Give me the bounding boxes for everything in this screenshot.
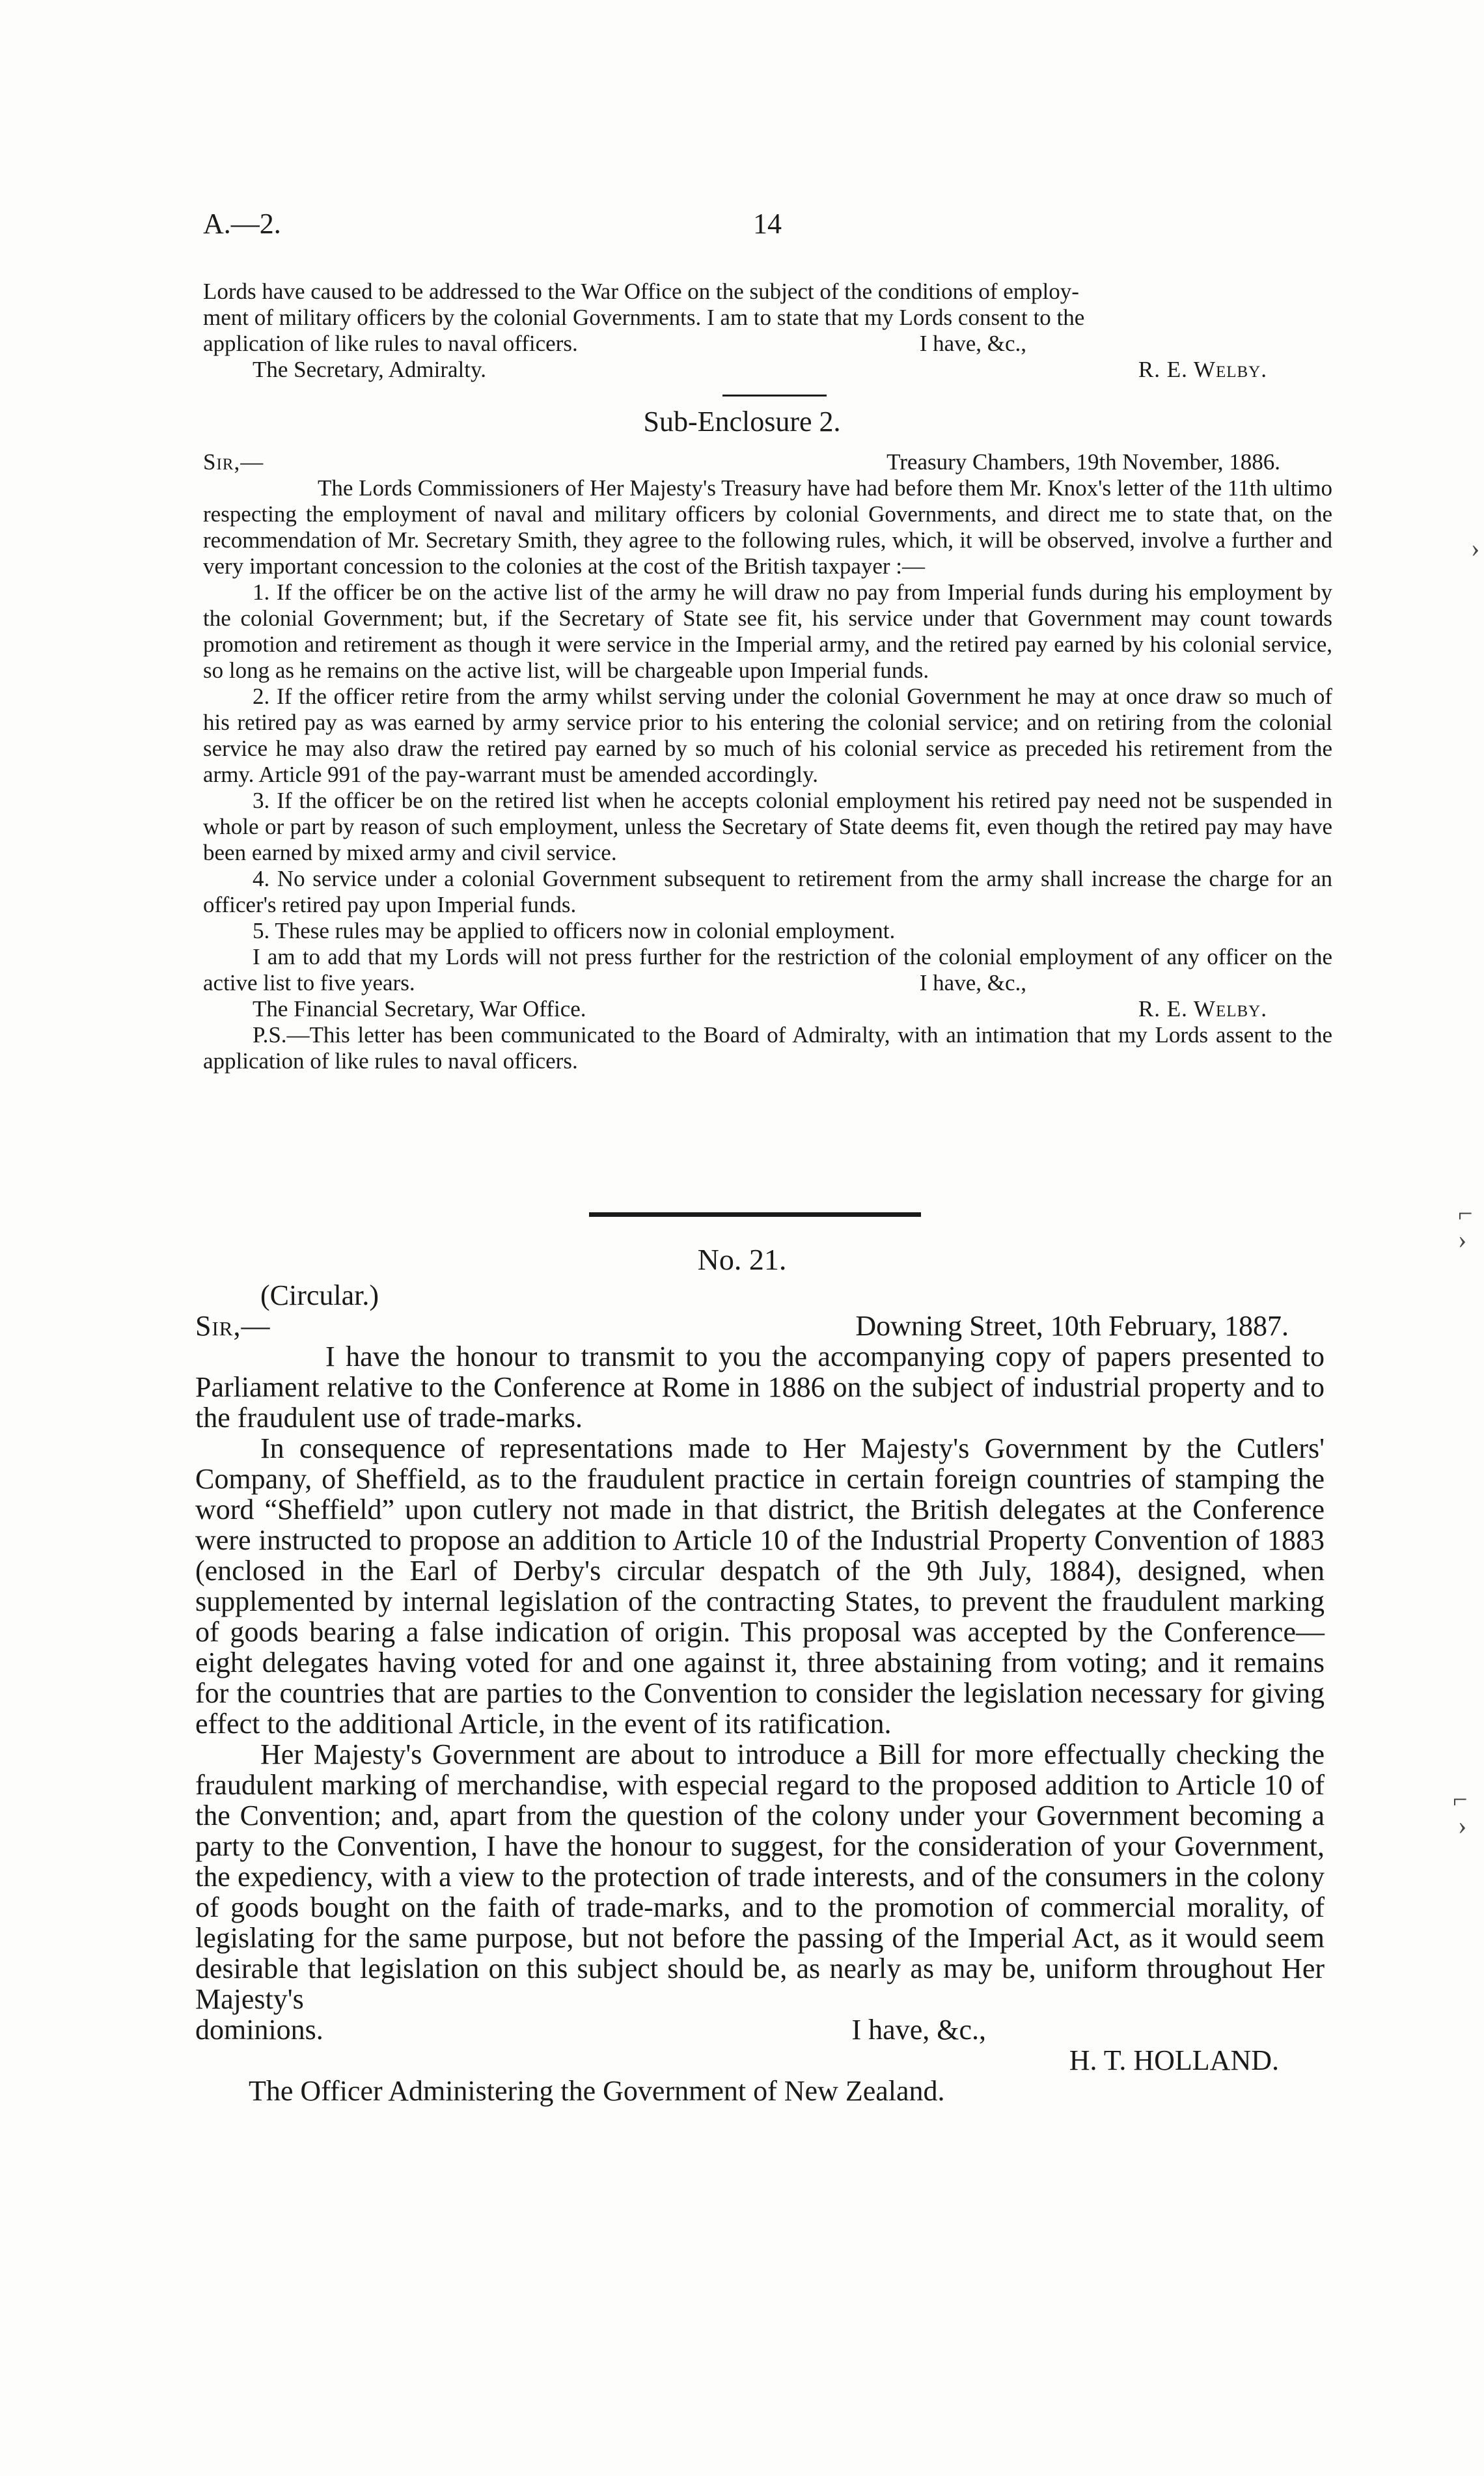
top-text-line: ment of military officers by the colonial Governments. I am to state that my Lords consent to the (203, 305, 1085, 330)
margin-mark-icon: ⌐ (1458, 1199, 1473, 1228)
margin-mark-icon: › (1458, 1225, 1467, 1254)
postscript: P.S.—This letter has been communicated to the Board of Admiralty, with an intimation that my Lords assent to the application of like rules to naval officers. (203, 1022, 1332, 1074)
page-number: 14 (753, 208, 782, 240)
body-paragraph: Her Majesty's Government are about to introduce a Bill for more effectually checking the fraudulent marking of merchandise, with especial regard to the proposed addition to Article 10 of the Convention; and, apart from the question of the colony under your Government becoming a party to the Convention, I have the honour to suggest, for the consideration of your Government, the expediency, with a view to the protection of trade interests, and of the consumers in the colony of goods bought on the faith of trade-marks, and to the promotion of commercial morality, of legislating for the same purpose, but not before the passing of the Imperial Act, as it would seem desirable that legislation on this subject should be, as nearly as may be, uniform throughout Her Majesty's (195, 1738, 1325, 2015)
top-signature: R. E. Welby. (1138, 357, 1267, 382)
sub-enclosure-title: Sub-Enclosure 2. (643, 406, 841, 438)
top-text-line: application of like rules to naval officers. (203, 331, 578, 356)
signature: H. T. HOLLAND. (1069, 2044, 1279, 2076)
margin-mark-icon: › (1458, 1811, 1467, 1840)
no21-title: No. 21. (697, 1243, 787, 1276)
closing: I have, &c., (851, 2014, 986, 2046)
rule-item: 3. If the officer be on the retired list when he accepts colonial employment his retired pay need not be suspended in whole or part by reason of such employment, unless the Secretary of State deems fit, even though the retired pay may have been earned by mixed army and civil service. (203, 788, 1332, 865)
dateline: Downing Street, 10th February, 1887. (855, 1310, 1289, 1342)
salutation: Sir,— (203, 449, 264, 475)
page-header (203, 207, 1310, 246)
sub-enclosure-letter (203, 449, 1332, 1074)
body-last-line: dominions. (195, 2014, 323, 2046)
margin-mark-icon: › (1471, 533, 1480, 563)
circular-label: (Circular.) (260, 1279, 379, 1311)
rule-item: 5. These rules may be applied to officers now in colonial employment. (253, 918, 896, 943)
salutation: Sir,— (195, 1310, 271, 1342)
rule-item: 1. If the officer be on the active list of the army he will draw no pay from Imperial funds during his employment by the colonial Government; but, if the Secretary of State see fit, his service under that Government may count towards promotion and retirement as though it were service in the Imperial army, and the retired pay earned by his colonial service, so long as he remains on the active list, will be chargeable upon Imperial funds. (203, 579, 1332, 683)
margin-mark-icon: ⌐ (1453, 1785, 1468, 1814)
signature: R. E. Welby. (1138, 996, 1267, 1022)
rule-item: 4. No service under a colonial Government subsequent to retirement from the army shall increase the charge for an officer's retired pay upon Imperial funds. (203, 866, 1332, 917)
addressee: The Financial Secretary, War Office. (253, 996, 586, 1022)
dateline: Treasury Chambers, 19th November, 1886. (886, 449, 1280, 475)
top-text-line: Lords have caused to be addressed to the War Office on the subject of the conditions of employ- (203, 279, 1079, 304)
top-letter-continuation (203, 279, 1332, 383)
circular-letter (195, 1280, 1325, 2106)
top-closing: I have, &c., (919, 331, 1026, 356)
section-divider (589, 1212, 921, 1217)
body-paragraph: In consequence of representations made to Her Majesty's Government by the Cutlers' Company, of Sheffield, as to the fraudulent practice in certain foreign countries of stamping the word “Sheffield” upon cutlery not made in that district, the British delegates at the Conference were instructed to propose an addition to Article 10 of the Industrial Property Convention of 1883 (enclosed in the Earl of Derby's circular despatch of the 9th July, 1884), designed, when supplemented by internal legislation of the contracting States, to prevent the fraudulent marking of goods bearing a false indication of origin. This proposal was accepted by the Conference—eight delegates having voted for and one against it, three abstaining from voting; and it remains for the countries that are parties to the Convention to consider the legislation necessary for giving effect to the additional Article, in the event of its ratification. (195, 1432, 1325, 1740)
rule-item: 2. If the officer retire from the army whilst serving under the colonial Government he may at once draw so much of his retired pay as was earned by army service prior to his entering the colonial service; and on retiring from the colonial service he may also draw the retired pay earned by so much of his colonial service as preceded his retirement from the army. Article 991 of the pay-warrant must be amended accordingly. (203, 684, 1332, 787)
document-reference: A.—2. (203, 208, 281, 240)
top-addressee: The Secretary, Admiralty. (253, 357, 486, 382)
addendum-paragraph: I am to add that my Lords will not press further for the restriction of the colonial employment of any officer on the active list to five years. (203, 944, 1332, 995)
short-divider (722, 395, 827, 396)
body-paragraph: I have the honour to transmit to you the accompanying copy of papers presented to Parliament relative to the Conference at Rome in 1886 on the subject of industrial property and to the fraudulent use of trade-marks. (195, 1341, 1325, 1434)
addressee: The Officer Administering the Government of New Zealand. (249, 2075, 945, 2107)
intro-paragraph: The Lords Commissioners of Her Majesty's Treasury have had before them Mr. Knox's letter of the 11th ultimo respecting the employment of naval and military officers by colonial Governments, and direct me to state that, on the recommendation of Mr. Secretary Smith, they agree to the following rules, which, it will be observed, involve a further and very important concession to the colonies at the cost of the British taxpayer :— (203, 475, 1332, 579)
closing: I have, &c., (919, 970, 1026, 995)
